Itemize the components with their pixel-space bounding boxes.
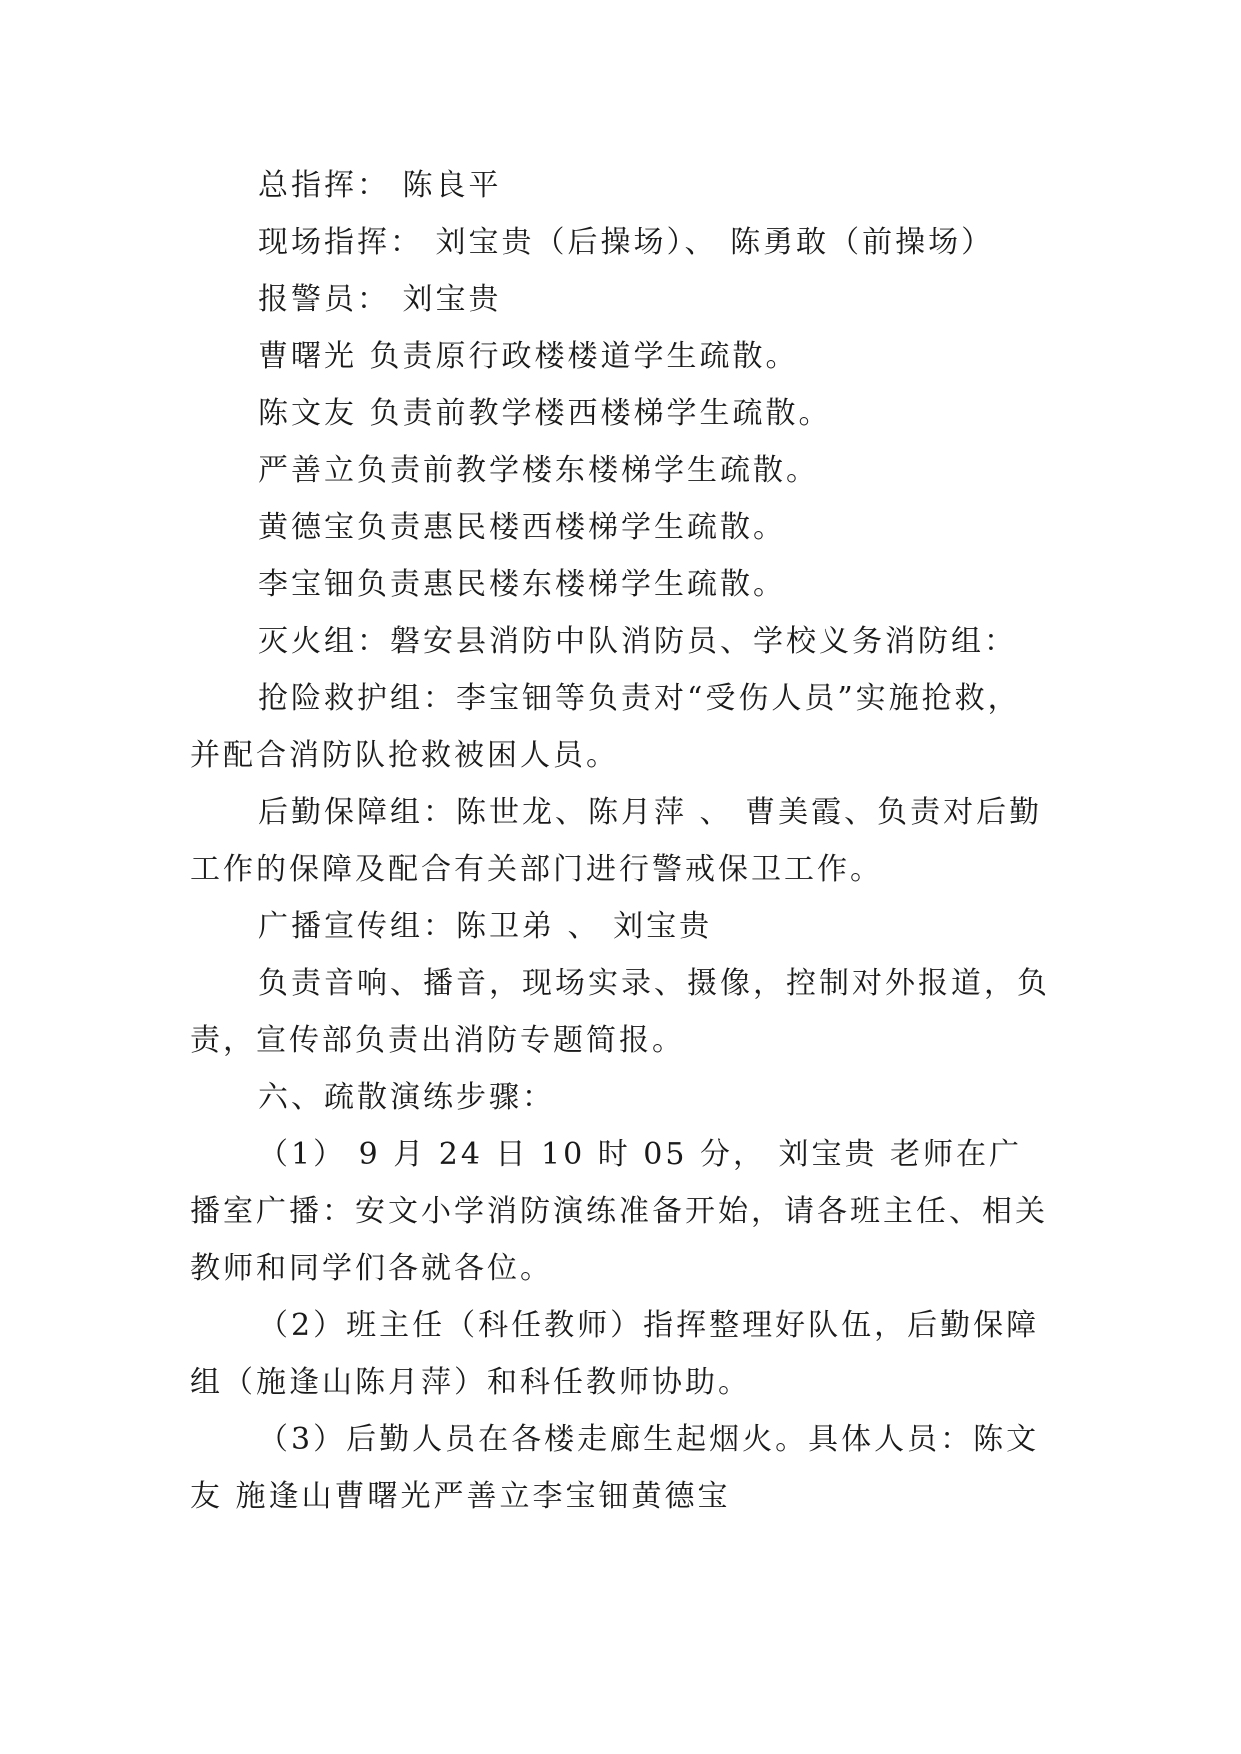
paragraph-commander-in-chief: 总指挥： 陈良平 (258, 168, 502, 203)
paragraph-broadcast-duties: 负责音响、播音，现场实录、摄像，控制对外报道，负责，宣传部负责出消防专题简报。 (190, 966, 1050, 1058)
paragraph-evacuation-front-west: 陈文友 负责前教学楼西楼梯学生疏散。 (258, 396, 832, 431)
paragraph-logistics-group: 后勤保障组：陈世龙、陈月萍 、 曹美霞、负责对后勤工作的保障及配合有关部门进行警戒保卫工作。 (190, 795, 1043, 887)
paragraph-evacuation-huimin-east: 李宝钿负责惠民楼东楼梯学生疏散。 (258, 567, 786, 602)
section-heading-drill-steps: 六、疏散演练步骤： (258, 1080, 555, 1115)
paragraph-site-commanders: 现场指挥： 刘宝贵（后操场）、 陈勇敢（前操场） (258, 225, 995, 260)
paragraph-firefighting-group: 灭火组：磐安县消防中队消防员、学校义务消防组： (258, 624, 1017, 659)
paragraph-step-2: （2）班主任（科任教师）指挥整理好队伍，后勤保障组（施逢山陈月萍）和科任教师协助。 (190, 1308, 1040, 1400)
paragraph-evacuation-front-east: 严善立负责前教学楼东楼梯学生疏散。 (258, 453, 819, 488)
paragraph-broadcast-group: 广播宣传组：陈卫弟 、 刘宝贵 (258, 909, 713, 944)
paragraph-evacuation-huimin-west: 黄德宝负责惠民楼西楼梯学生疏散。 (258, 510, 786, 545)
paragraph-step-1: （1） 9 月 24 日 10 时 05 分， 刘宝贵 老师在广播室广播：安文小学消防演练准备开始，请各班主任、相关教师和同学们各就各位。 (190, 1137, 1048, 1286)
paragraph-alarm-reporter: 报警员： 刘宝贵 (258, 282, 502, 317)
paragraph-rescue-group: 抢险救护组：李宝钿等负责对“受伤人员”实施抢救，并配合消防队抢救被困人员。 (190, 681, 1021, 773)
document-body (190, 157, 1050, 1525)
paragraph-step-3: （3）后勤人员在各楼走廊生起烟火。具体人员：陈文友 施逢山曹曙光严善立李宝钿黄德宝 (190, 1422, 1040, 1514)
paragraph-evacuation-admin-building: 曹曙光 负责原行政楼楼道学生疏散。 (258, 339, 799, 374)
